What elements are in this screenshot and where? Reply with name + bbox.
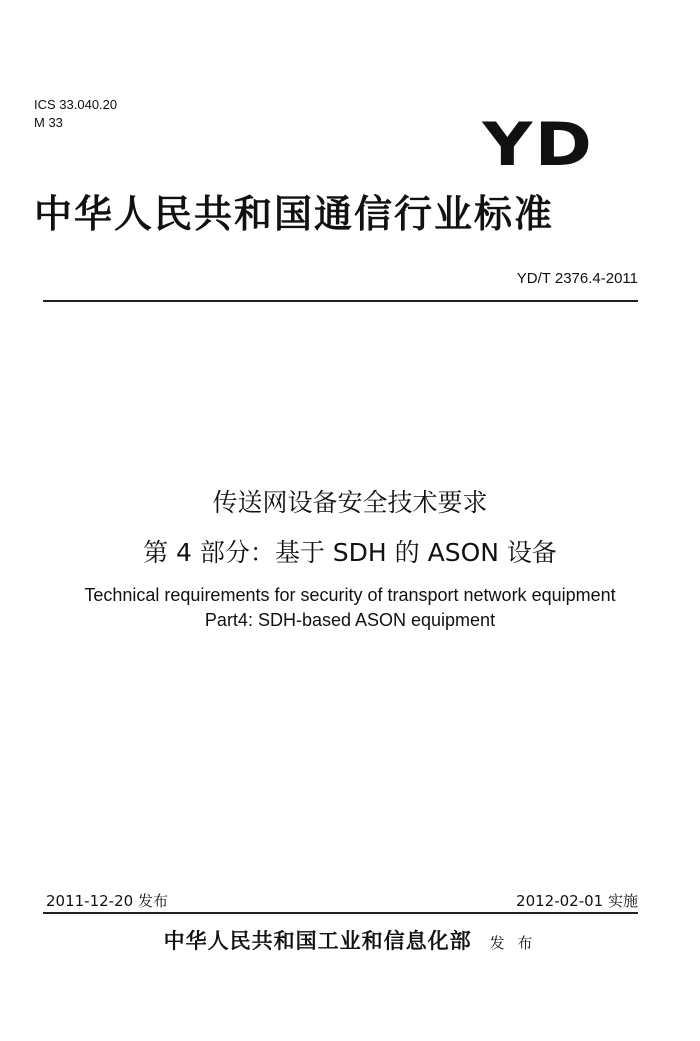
bottom-divider xyxy=(43,912,638,914)
top-divider xyxy=(43,300,638,302)
issuer-line xyxy=(0,925,700,955)
yd-logo: YD xyxy=(482,110,594,180)
english-title-line-1: Technical requirements for security of transport network equipment xyxy=(84,585,616,605)
standard-number: YD/T 2376.4-2011 xyxy=(516,270,638,287)
standard-category-title: 中华人民共和国通信行业标准 xyxy=(34,192,555,236)
ics-block xyxy=(34,96,117,132)
issuer-name: 中华人民共和国工业和信息化部 xyxy=(163,928,472,953)
issue-date: 2011-12-20 发布 xyxy=(46,892,168,910)
english-title-line-2: Part4: SDH-based ASON equipment xyxy=(204,610,496,630)
ics-code: ICS 33.040.20 xyxy=(34,97,118,112)
chinese-title-line-1: 传送网设备安全技术要求 xyxy=(212,488,488,517)
publish-label: 发 布 xyxy=(489,934,537,952)
classification-code: M 33 xyxy=(34,115,63,130)
implementation-date: 2012-02-01 实施 xyxy=(516,892,638,910)
chinese-title-line-2: 第 4 部分：基于 SDH 的 ASON 设备 xyxy=(143,538,557,567)
